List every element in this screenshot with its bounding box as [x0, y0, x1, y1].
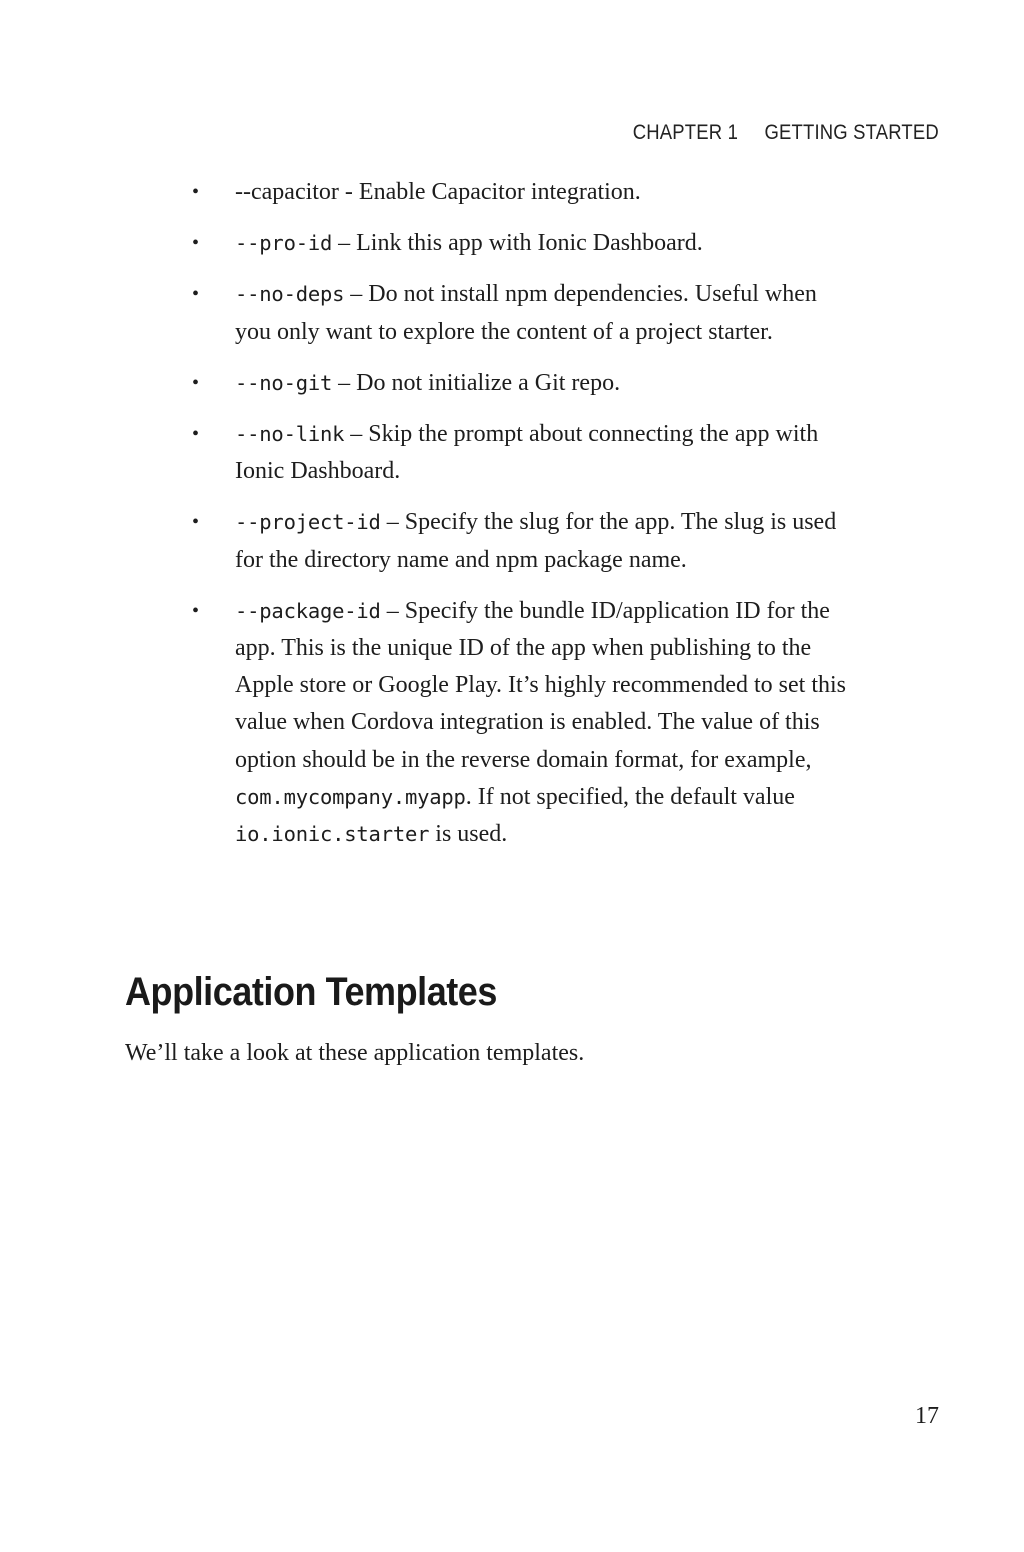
section-intro: We’ll take a look at these application templates.	[125, 1040, 585, 1066]
option-description: – Specify the slug for the app. The slug is used for the directory name and npm package name.	[235, 509, 837, 573]
option-flag: --no-deps	[235, 282, 345, 307]
chapter-label: CHAPTER 1	[632, 121, 739, 144]
bullet-icon: •	[192, 423, 200, 446]
option-flag: --package-id	[235, 598, 381, 623]
list-item-package-id	[190, 593, 850, 853]
example-package-id: com.mycompany.myapp	[235, 784, 466, 809]
bullet-icon: •	[192, 283, 200, 306]
list-item-project-id	[190, 504, 850, 578]
list-item-no-link	[190, 416, 850, 490]
option-description: – Link this app with Ionic Dashboard.	[332, 230, 703, 257]
option-description-cont: . If not specified, the default value	[465, 783, 795, 810]
option-flag: --no-link	[235, 422, 345, 447]
running-head	[633, 121, 939, 145]
list-item-capacitor	[190, 174, 850, 211]
option-description-end: is used.	[429, 821, 508, 848]
list-item-no-git	[190, 365, 850, 402]
list-item-pro-id	[190, 225, 850, 262]
bullet-icon: •	[192, 232, 200, 255]
option-flag: --pro-id	[235, 231, 333, 256]
option-description: – Skip the prompt about connecting the app with Ionic Dashboard.	[235, 421, 819, 485]
list-item-no-deps	[190, 276, 850, 350]
option-description: – Do not install npm dependencies. Useful when you only want to explore the content of a project starter.	[235, 281, 817, 345]
chapter-title: GETTING STARTED	[764, 121, 939, 144]
option-description: - Enable Capacitor integration.	[338, 179, 641, 205]
bullet-icon: •	[192, 371, 200, 394]
bullet-icon: •	[192, 599, 200, 622]
option-flag: --capacitor	[235, 179, 339, 205]
cli-options-list	[190, 174, 850, 867]
option-flag: --no-git	[235, 370, 333, 395]
default-package-id: io.ionic.starter	[235, 822, 430, 847]
option-description: – Do not initialize a Git repo.	[332, 369, 621, 396]
option-description: – Specify the bundle ID/application ID for the app. This is the unique ID of the app when publishing to the Apple store or Google Play. It’s highly recommended to set this value when Cordova integration is enabled. The value of this option should be in the reverse domain format, for example,	[235, 597, 847, 773]
option-flag: --project-id	[235, 510, 381, 535]
bullet-icon: •	[192, 511, 200, 534]
bullet-icon: •	[192, 181, 200, 203]
section-heading: Application Templates	[125, 970, 497, 1014]
page-number: 17	[915, 1403, 939, 1429]
